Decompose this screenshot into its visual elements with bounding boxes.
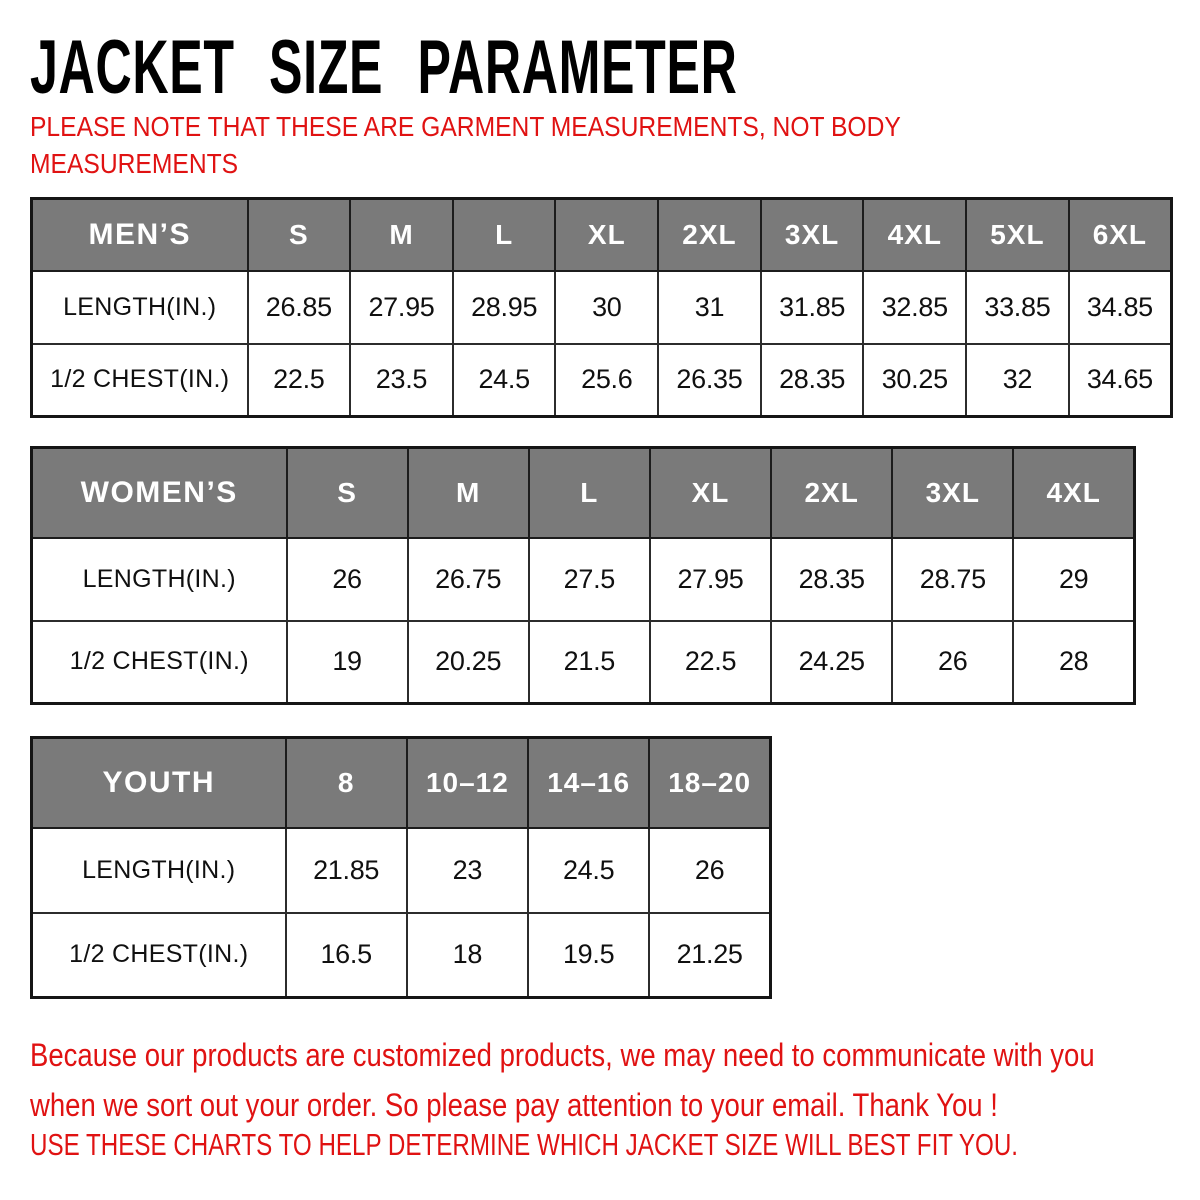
size-header-cell: 2XL xyxy=(771,448,892,538)
value-cell: 26 xyxy=(892,621,1013,704)
row-label-cell: 1/2 CHEST(IN.) xyxy=(32,913,286,998)
size-header-cell: 14–16 xyxy=(528,738,649,828)
value-cell: 23.5 xyxy=(350,344,453,417)
value-cell: 21.5 xyxy=(529,621,650,704)
garment-measurement-notice xyxy=(30,108,901,182)
value-cell: 19 xyxy=(287,621,408,704)
value-cell: 30 xyxy=(555,271,658,344)
value-cell: 33.85 xyxy=(966,271,1069,344)
size-header-cell: 5XL xyxy=(966,199,1069,271)
value-cell: 27.95 xyxy=(650,538,771,621)
value-cell: 16.5 xyxy=(286,913,407,998)
size-header-cell: M xyxy=(408,448,529,538)
value-cell: 26 xyxy=(287,538,408,621)
value-cell: 19.5 xyxy=(528,913,649,998)
value-cell: 18 xyxy=(407,913,528,998)
row-label-cell: 1/2 CHEST(IN.) xyxy=(32,344,248,417)
value-cell: 23 xyxy=(407,828,528,913)
mens-size-table xyxy=(30,197,1173,418)
value-cell: 30.25 xyxy=(863,344,966,417)
value-cell: 29 xyxy=(1013,538,1134,621)
value-cell: 34.65 xyxy=(1069,344,1172,417)
size-header-cell: 4XL xyxy=(863,199,966,271)
table-row xyxy=(32,271,1172,344)
value-cell: 32 xyxy=(966,344,1069,417)
size-header-cell: 10–12 xyxy=(407,738,528,828)
value-cell: 21.85 xyxy=(286,828,407,913)
notice-line-2: MEASUREMENTS xyxy=(30,148,239,179)
size-header-cell: 18–20 xyxy=(649,738,770,828)
youth-size-table xyxy=(30,736,772,999)
value-cell: 28 xyxy=(1013,621,1134,704)
size-header-cell: 3XL xyxy=(892,448,1013,538)
size-header-cell: S xyxy=(248,199,351,271)
size-header-cell: 8 xyxy=(286,738,407,828)
value-cell: 22.5 xyxy=(650,621,771,704)
customization-notice-line-1: Because our products are customized products, we may need to communicate with you xyxy=(30,1037,1095,1073)
womens-group-header-cell: WOMEN’S xyxy=(32,448,287,538)
size-header-cell: 6XL xyxy=(1069,199,1172,271)
size-header-cell: XL xyxy=(650,448,771,538)
value-cell: 24.5 xyxy=(453,344,556,417)
page-title: JACKET SIZE PARAMETER xyxy=(30,25,738,110)
value-cell: 24.5 xyxy=(528,828,649,913)
row-label-cell: LENGTH(IN.) xyxy=(32,828,286,913)
notice-line-1: PLEASE NOTE THAT THESE ARE GARMENT MEASUREMENTS, NOT BODY xyxy=(30,111,901,142)
value-cell: 26 xyxy=(649,828,770,913)
value-cell: 31.85 xyxy=(761,271,864,344)
size-header-cell: 4XL xyxy=(1013,448,1134,538)
size-header-cell: 3XL xyxy=(761,199,864,271)
table-row xyxy=(32,828,771,913)
value-cell: 27.5 xyxy=(529,538,650,621)
row-label-cell: LENGTH(IN.) xyxy=(32,538,287,621)
value-cell: 20.25 xyxy=(408,621,529,704)
table-row xyxy=(32,621,1135,704)
value-cell: 31 xyxy=(658,271,761,344)
value-cell: 27.95 xyxy=(350,271,453,344)
size-header-cell: S xyxy=(287,448,408,538)
row-label-cell: LENGTH(IN.) xyxy=(32,271,248,344)
row-label-cell: 1/2 CHEST(IN.) xyxy=(32,621,287,704)
size-header-cell: L xyxy=(529,448,650,538)
value-cell: 26.85 xyxy=(248,271,351,344)
youth-group-header-cell: YOUTH xyxy=(32,738,286,828)
value-cell: 24.25 xyxy=(771,621,892,704)
value-cell: 28.95 xyxy=(453,271,556,344)
value-cell: 28.35 xyxy=(771,538,892,621)
table-row xyxy=(32,913,771,998)
size-header-cell: XL xyxy=(555,199,658,271)
value-cell: 26.75 xyxy=(408,538,529,621)
value-cell: 34.85 xyxy=(1069,271,1172,344)
customization-notice-line-2: when we sort out your order. So please pay attention to your email. Thank You ! xyxy=(30,1087,998,1123)
value-cell: 28.75 xyxy=(892,538,1013,621)
size-header-cell: M xyxy=(350,199,453,271)
womens-size-table xyxy=(30,446,1136,705)
value-cell: 26.35 xyxy=(658,344,761,417)
table-row xyxy=(32,538,1135,621)
mens-group-header-cell: MEN’S xyxy=(32,199,248,271)
value-cell: 22.5 xyxy=(248,344,351,417)
size-header-cell: L xyxy=(453,199,556,271)
size-header-cell: 2XL xyxy=(658,199,761,271)
value-cell: 21.25 xyxy=(649,913,770,998)
chart-usage-note: USE THESE CHARTS TO HELP DETERMINE WHICH JACKET SIZE WILL BEST FIT YOU. xyxy=(30,1127,1019,1162)
value-cell: 28.35 xyxy=(761,344,864,417)
customization-notice xyxy=(30,1030,1095,1130)
value-cell: 25.6 xyxy=(555,344,658,417)
value-cell: 32.85 xyxy=(863,271,966,344)
table-row xyxy=(32,344,1172,417)
